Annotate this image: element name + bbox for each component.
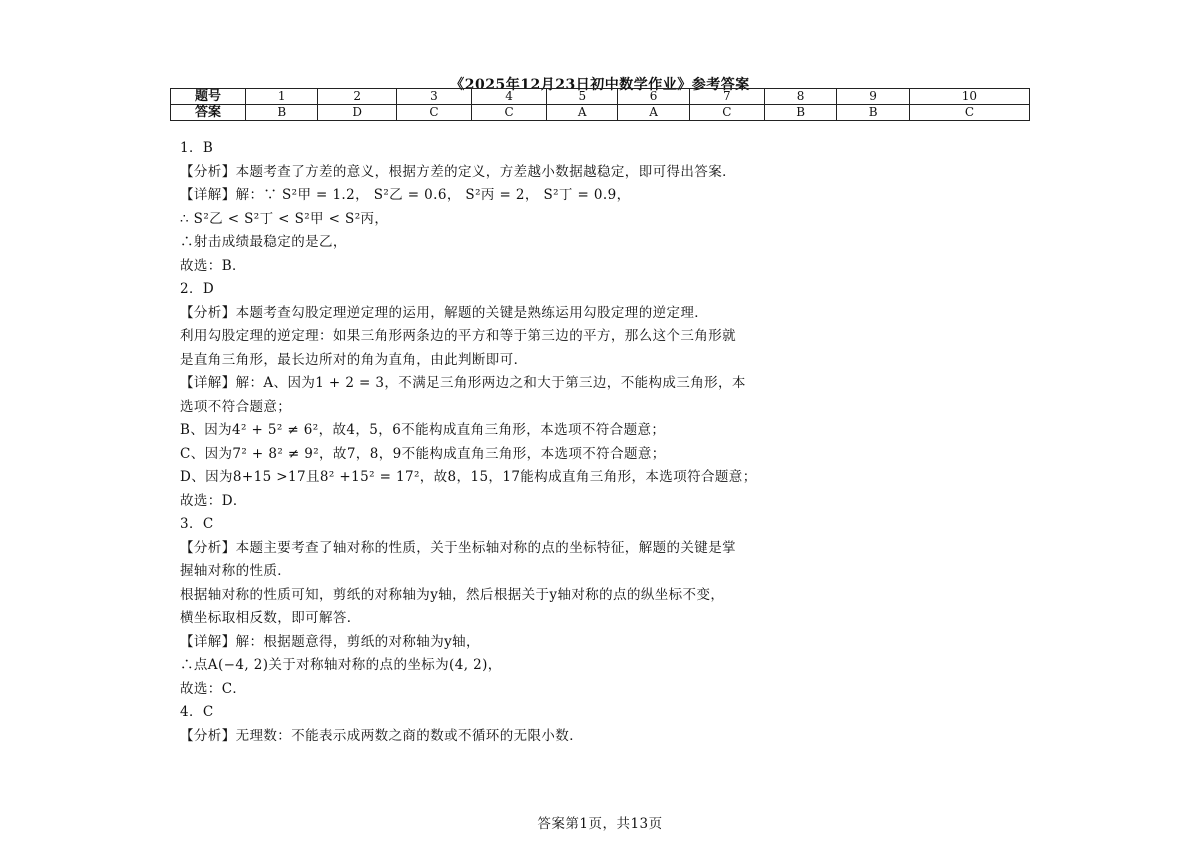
table-row-numbers	[171, 89, 1030, 105]
question-number: 1	[246, 89, 318, 105]
question-number: 3	[396, 89, 471, 105]
solution-line: 【详解】解：∵ S²甲 = 1.2， S²乙 = 0.6， S²丙 = 2， S²丁 = 0.9，	[180, 187, 631, 203]
choice-line: 故选：C．	[180, 680, 247, 697]
choice-line: 故选：B．	[180, 257, 246, 274]
choice-line: 故选：D．	[180, 492, 247, 509]
analysis-line: 是直角三角形，最长边所对的角为直角，由此判断即可．	[180, 351, 528, 368]
analysis-line: 【分析】本题主要考查了轴对称的性质，关于坐标轴对称的点的坐标特征，解题的关键是掌	[180, 539, 736, 556]
solution-line: B、因为4² + 5² ≠ 6²，故4，5，6不能构成直角三角形，本选项不符合题意；	[180, 422, 666, 438]
answer-cell: A	[618, 105, 689, 121]
answer-cell: B	[764, 105, 836, 121]
answer-cell: B	[246, 105, 318, 121]
solution-line: C、因为7² + 8² ≠ 9²，故7，8，9不能构成直角三角形，本选项不符合题意；	[180, 445, 666, 462]
solution-line: 选项不符合题意；	[180, 398, 292, 415]
document-title: 《2025年12月23日初中数学作业》参考答案	[450, 77, 750, 93]
answer-table	[170, 88, 1030, 121]
analysis-line: 握轴对称的性质．	[180, 563, 292, 579]
analysis-line: 【分析】本题考查了方差的意义，根据方差的定义，方差越小数据越稳定，即可得出答案．	[180, 163, 736, 180]
answer-cell: C	[689, 105, 764, 121]
question-number: 5	[547, 89, 618, 105]
solution-line: 【详解】解：根据题意得，剪纸的对称轴为y轴，	[180, 633, 480, 650]
answer-cell: C	[396, 105, 471, 121]
solution-line: 【详解】解：A、因为1 + 2 = 3，不满足三角形两边之和大于第三边，不能构成三角形，本	[180, 375, 746, 391]
answer-cell: B	[837, 105, 909, 121]
question-number: 8	[764, 89, 836, 105]
answer-cell: A	[547, 105, 618, 121]
analysis-line: 利用勾股定理的逆定理：如果三角形两条边的平方和等于第三边的平方，那么这个三角形就	[180, 328, 736, 344]
question-number: 7	[689, 89, 764, 105]
answer-heading: 4．C	[180, 704, 214, 720]
answer-heading: 3．C	[180, 516, 214, 532]
analysis-line: 【分析】无理数：不能表示成两数之商的数或不循环的无限小数．	[180, 727, 584, 744]
row-label-answer: 答案	[171, 105, 246, 121]
question-number: 2	[318, 89, 396, 105]
question-number: 4	[471, 89, 546, 105]
answer-heading: 1．B	[180, 140, 214, 156]
solution-line: ∴ S²乙 < S²丁 < S²甲 < S²丙，	[180, 210, 389, 227]
answer-cell: C	[471, 105, 546, 121]
table-row-answers	[171, 105, 1030, 121]
answer-cell: D	[318, 105, 396, 121]
answer-cell: C	[909, 105, 1029, 121]
solution-line: ∴点A(−4, 2)关于对称轴对称的点的坐标为(4, 2)，	[180, 657, 502, 673]
page-footer: 答案第1页，共13页	[537, 816, 663, 832]
analysis-line: 根据轴对称的性质可知，剪纸的对称轴为y轴，然后根据关于y轴对称的点的纵坐标不变，	[180, 586, 725, 603]
question-number: 9	[837, 89, 909, 105]
answer-heading: 2．D	[180, 281, 215, 297]
question-number: 10	[909, 89, 1029, 105]
row-label-number: 题号	[171, 89, 246, 105]
analysis-line: 【分析】本题考查勾股定理逆定理的运用，解题的关键是熟练运用勾股定理的逆定理．	[180, 304, 709, 321]
question-number: 6	[618, 89, 689, 105]
solution-body	[180, 137, 1020, 748]
solution-line: D、因为8+15 >17且8² +15² = 17²，故8，15，17能构成直角三角形，本选项符合题意；	[180, 469, 757, 485]
analysis-line: 横坐标取相反数，即可解答．	[180, 610, 361, 626]
solution-line: ∴射击成绩最稳定的是乙，	[180, 234, 347, 250]
